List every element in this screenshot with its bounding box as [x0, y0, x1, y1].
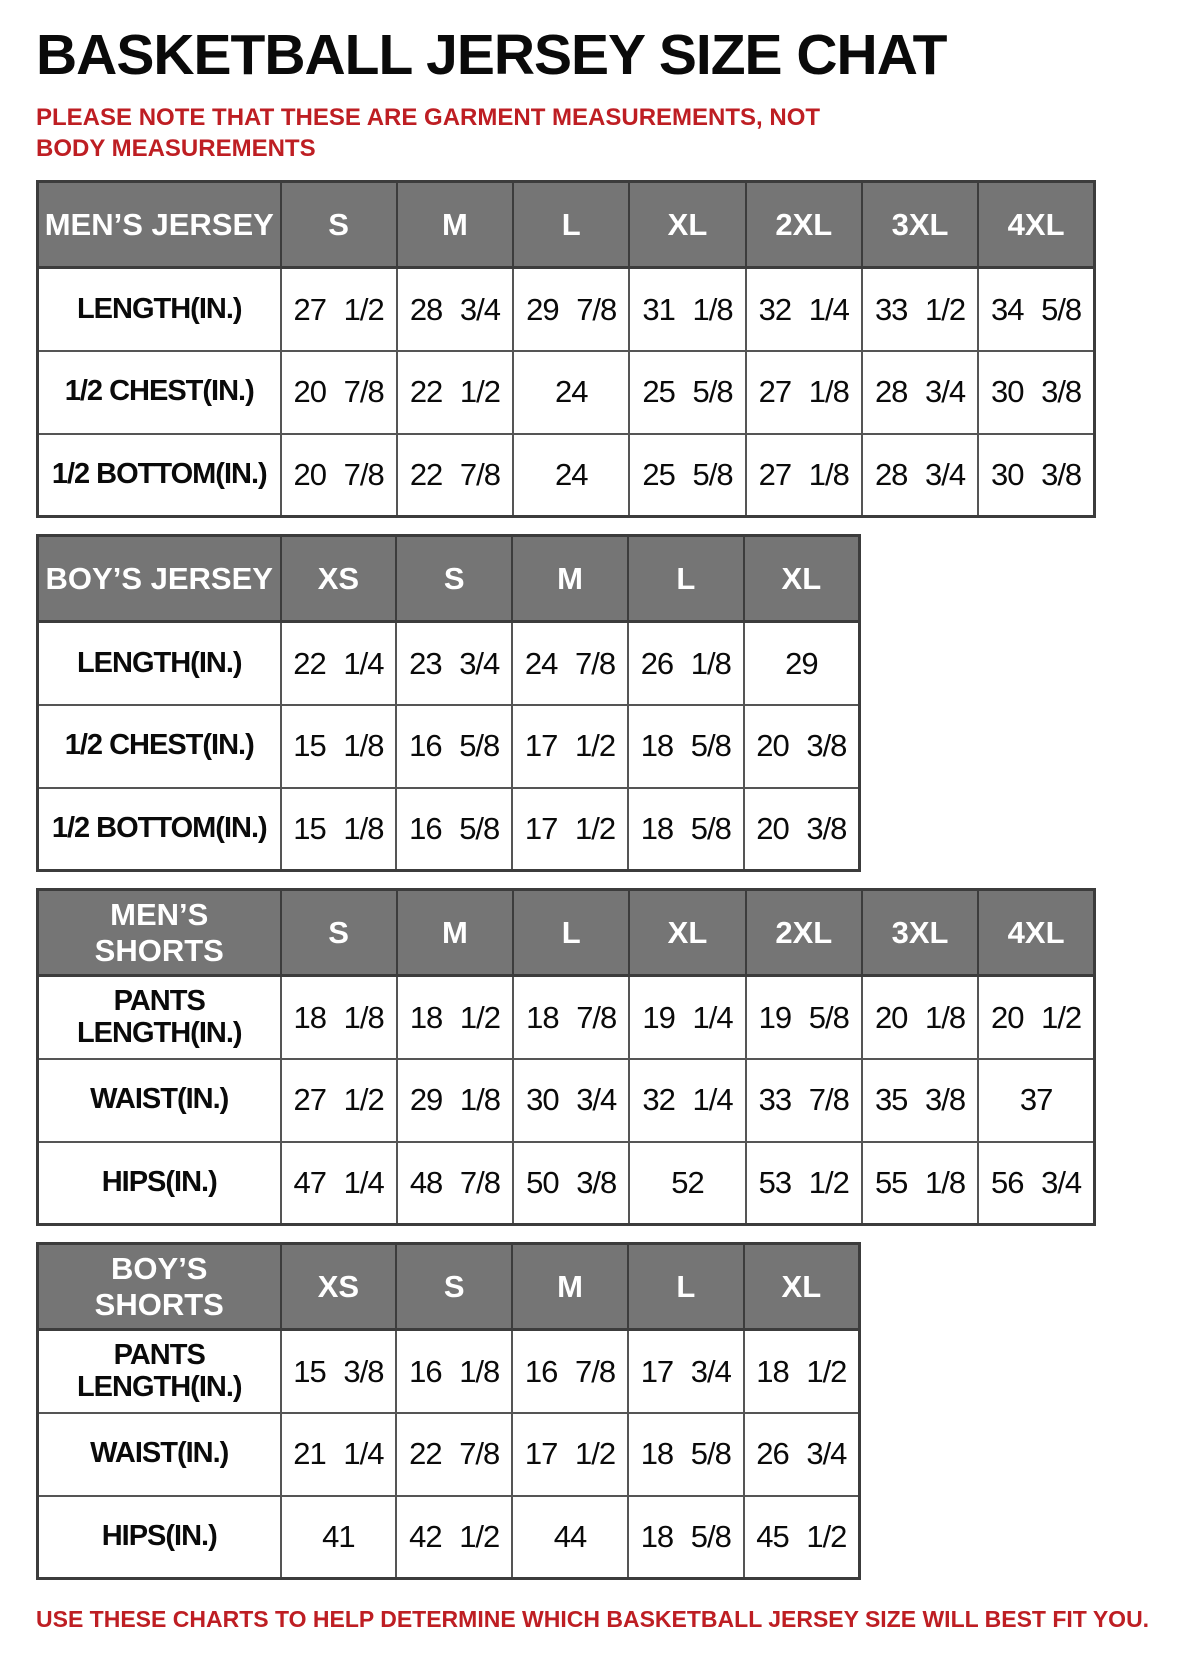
size-header-cell: 2XL — [746, 182, 862, 268]
value-cell: 26 3/4 — [744, 1413, 860, 1496]
value-cell: 18 1/2 — [397, 976, 513, 1059]
size-header-cell: L — [513, 182, 629, 268]
size-header-cell: XL — [744, 1244, 860, 1330]
table-title-cell: MEN’S JERSEY — [38, 182, 281, 268]
row-label-cell: PANTS LENGTH(IN.) — [38, 976, 281, 1059]
page-title: BASKETBALL JERSEY SIZE CHAT — [36, 23, 947, 87]
value-cell: 41 — [281, 1496, 397, 1579]
header-row — [38, 536, 860, 622]
value-cell: 18 5/8 — [628, 1496, 744, 1579]
value-cell: 25 5/8 — [629, 434, 745, 517]
value-cell: 18 1/2 — [744, 1330, 860, 1413]
value-cell: 26 1/8 — [628, 622, 744, 705]
value-cell: 30 3/4 — [513, 1059, 629, 1142]
size-header-cell: 2XL — [746, 890, 862, 976]
value-cell: 22 7/8 — [397, 434, 513, 517]
value-cell: 17 1/2 — [512, 788, 628, 871]
size-header-cell: S — [281, 890, 397, 976]
value-cell: 15 1/8 — [281, 705, 397, 788]
size-header-cell: 4XL — [978, 890, 1094, 976]
table-title-cell: BOY’S JERSEY — [38, 536, 281, 622]
value-cell: 33 1/2 — [862, 268, 978, 351]
value-cell: 21 1/4 — [281, 1413, 397, 1496]
table-title-cell: MEN’S SHORTS — [38, 890, 281, 976]
value-cell: 20 3/8 — [744, 705, 860, 788]
boys-shorts-table — [36, 1242, 861, 1580]
footer-note: USE THESE CHARTS TO HELP DETERMINE WHICH BASKETBALL JERSEY SIZE WILL BEST FIT YOU. — [36, 1606, 1150, 1633]
size-header-cell: 3XL — [862, 890, 978, 976]
size-header-cell: M — [397, 890, 513, 976]
table-row — [38, 705, 860, 788]
row-label-cell: WAIST(IN.) — [38, 1413, 281, 1496]
table-row — [38, 788, 860, 871]
row-label-cell: 1/2 BOTTOM(IN.) — [38, 434, 281, 517]
value-cell: 18 5/8 — [628, 788, 744, 871]
value-cell: 15 3/8 — [281, 1330, 397, 1413]
value-cell: 37 — [978, 1059, 1094, 1142]
value-cell: 19 1/4 — [629, 976, 745, 1059]
row-label-cell: WAIST(IN.) — [38, 1059, 281, 1142]
size-header-cell: L — [513, 890, 629, 976]
value-cell: 25 5/8 — [629, 351, 745, 434]
value-cell: 32 1/4 — [746, 268, 862, 351]
table-row — [38, 1142, 1095, 1225]
size-header-cell: 3XL — [862, 182, 978, 268]
mens-jersey-table — [36, 180, 1096, 518]
value-cell: 30 3/8 — [978, 351, 1094, 434]
value-cell: 45 1/2 — [744, 1496, 860, 1579]
value-cell: 33 7/8 — [746, 1059, 862, 1142]
value-cell: 53 1/2 — [746, 1142, 862, 1225]
row-label-cell: HIPS(IN.) — [38, 1496, 281, 1579]
table-row — [38, 1330, 860, 1413]
value-cell: 28 3/4 — [862, 351, 978, 434]
value-cell: 27 1/2 — [281, 268, 397, 351]
row-label-cell: 1/2 BOTTOM(IN.) — [38, 788, 281, 871]
value-cell: 20 7/8 — [281, 351, 397, 434]
size-header-cell: S — [396, 1244, 512, 1330]
value-cell: 17 3/4 — [628, 1330, 744, 1413]
value-cell: 29 7/8 — [513, 268, 629, 351]
table-row — [38, 351, 1095, 434]
size-header-cell: XL — [629, 890, 745, 976]
value-cell: 18 7/8 — [513, 976, 629, 1059]
value-cell: 17 1/2 — [512, 1413, 628, 1496]
value-cell: 52 — [629, 1142, 745, 1225]
value-cell: 20 3/8 — [744, 788, 860, 871]
table-row — [38, 622, 860, 705]
table-row — [38, 1413, 860, 1496]
value-cell: 20 7/8 — [281, 434, 397, 517]
size-header-cell: M — [512, 536, 628, 622]
value-cell: 19 5/8 — [746, 976, 862, 1059]
value-cell: 20 1/2 — [978, 976, 1094, 1059]
value-cell: 35 3/8 — [862, 1059, 978, 1142]
mens-shorts-table — [36, 888, 1096, 1226]
value-cell: 42 1/2 — [396, 1496, 512, 1579]
value-cell: 47 1/4 — [281, 1142, 397, 1225]
size-header-cell: 4XL — [978, 182, 1094, 268]
size-header-cell: S — [396, 536, 512, 622]
value-cell: 30 3/8 — [978, 434, 1094, 517]
value-cell: 18 5/8 — [628, 1413, 744, 1496]
value-cell: 24 — [513, 351, 629, 434]
size-header-cell: XL — [744, 536, 860, 622]
value-cell: 27 1/8 — [746, 434, 862, 517]
size-header-cell: S — [281, 182, 397, 268]
header-row — [38, 890, 1095, 976]
size-header-cell: L — [628, 1244, 744, 1330]
table-row — [38, 434, 1095, 517]
value-cell: 15 1/8 — [281, 788, 397, 871]
size-header-cell: XS — [281, 536, 397, 622]
row-label-cell: 1/2 CHEST(IN.) — [38, 705, 281, 788]
value-cell: 23 3/4 — [396, 622, 512, 705]
table-row — [38, 268, 1095, 351]
value-cell: 16 7/8 — [512, 1330, 628, 1413]
value-cell: 29 1/8 — [397, 1059, 513, 1142]
value-cell: 24 — [513, 434, 629, 517]
value-cell: 56 3/4 — [978, 1142, 1094, 1225]
row-label-cell: 1/2 CHEST(IN.) — [38, 351, 281, 434]
value-cell: 27 1/8 — [746, 351, 862, 434]
value-cell: 28 3/4 — [397, 268, 513, 351]
value-cell: 16 5/8 — [396, 788, 512, 871]
value-cell: 32 1/4 — [629, 1059, 745, 1142]
value-cell: 27 1/2 — [281, 1059, 397, 1142]
value-cell: 50 3/8 — [513, 1142, 629, 1225]
row-label-cell: LENGTH(IN.) — [38, 622, 281, 705]
value-cell: 17 1/2 — [512, 705, 628, 788]
boys-jersey-table — [36, 534, 861, 872]
value-cell: 16 1/8 — [396, 1330, 512, 1413]
header-row — [38, 182, 1095, 268]
table-row — [38, 1059, 1095, 1142]
value-cell: 28 3/4 — [862, 434, 978, 517]
size-header-cell: XS — [281, 1244, 397, 1330]
value-cell: 18 5/8 — [628, 705, 744, 788]
row-label-cell: LENGTH(IN.) — [38, 268, 281, 351]
value-cell: 22 1/2 — [397, 351, 513, 434]
value-cell: 16 5/8 — [396, 705, 512, 788]
value-cell: 44 — [512, 1496, 628, 1579]
value-cell: 48 7/8 — [397, 1142, 513, 1225]
table-row — [38, 1496, 860, 1579]
size-header-cell: M — [512, 1244, 628, 1330]
value-cell: 55 1/8 — [862, 1142, 978, 1225]
size-header-cell: L — [628, 536, 744, 622]
value-cell: 24 7/8 — [512, 622, 628, 705]
value-cell: 34 5/8 — [978, 268, 1094, 351]
value-cell: 29 — [744, 622, 860, 705]
garment-measurement-note: PLEASE NOTE THAT THESE ARE GARMENT MEASUREMENTS, NOT BODY MEASUREMENTS — [36, 104, 821, 163]
table-title-cell: BOY’S SHORTS — [38, 1244, 281, 1330]
table-row — [38, 976, 1095, 1059]
value-cell: 18 1/8 — [281, 976, 397, 1059]
value-cell: 22 7/8 — [396, 1413, 512, 1496]
row-label-cell: PANTS LENGTH(IN.) — [38, 1330, 281, 1413]
value-cell: 20 1/8 — [862, 976, 978, 1059]
value-cell: 22 1/4 — [281, 622, 397, 705]
size-header-cell: M — [397, 182, 513, 268]
size-header-cell: XL — [629, 182, 745, 268]
header-row — [38, 1244, 860, 1330]
row-label-cell: HIPS(IN.) — [38, 1142, 281, 1225]
value-cell: 31 1/8 — [629, 268, 745, 351]
